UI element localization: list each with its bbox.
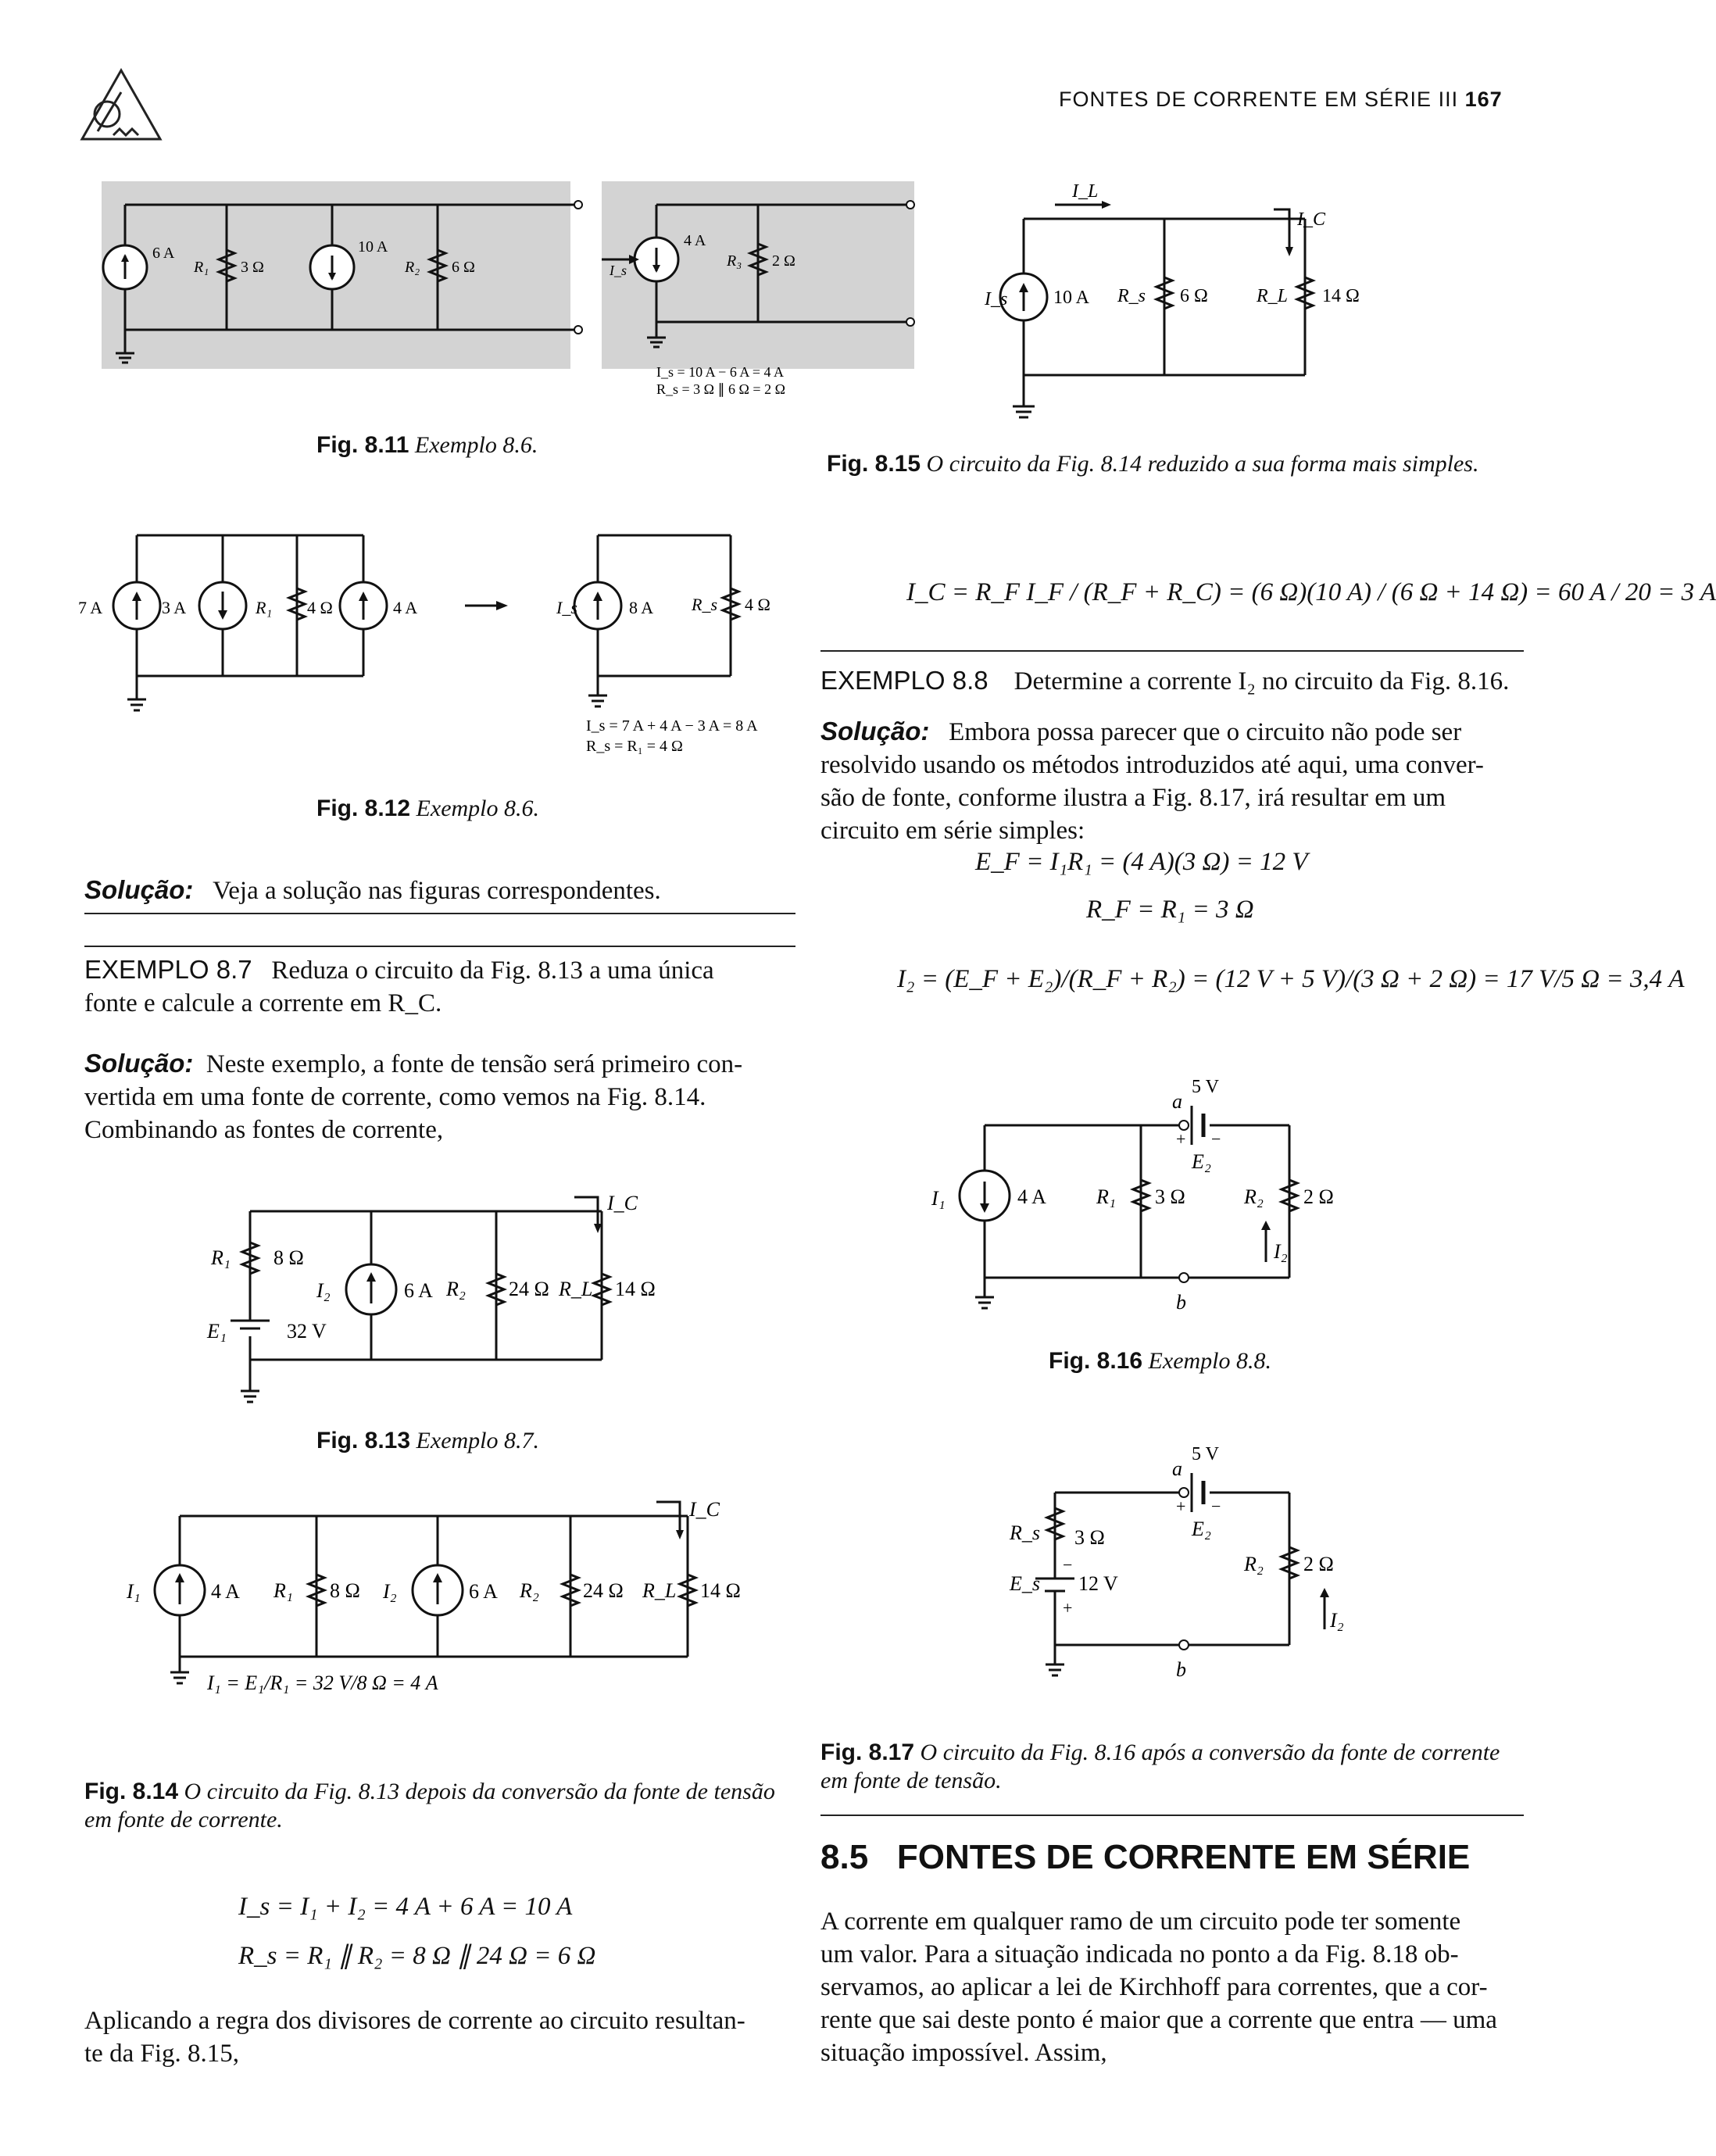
equation-rs: R_s = R₁ ∥ R₂ = 8 Ω ∥ 24 Ω = 6 Ω: [238, 1942, 596, 1970]
fig814-i1-val: 4 A: [211, 1580, 240, 1603]
fig-label: Fig. 8.13: [316, 1428, 411, 1453]
fig813-e1-val: 32 V: [287, 1320, 327, 1343]
fig812-note2: R_s = R₁ = 4 Ω: [586, 738, 683, 755]
fig813-ic: I_C: [607, 1192, 638, 1214]
fig812-src3: 4 A: [393, 598, 418, 617]
fig811-note2: R_s = 3 Ω ∥ 6 Ω = 2 Ω: [656, 381, 785, 397]
solution-text: Veja a solução nas figuras correspondentes.: [213, 877, 661, 905]
fig813-r1: R₁: [211, 1246, 231, 1269]
fig816-minus: −: [1211, 1129, 1221, 1149]
figure-8-17: [992, 1438, 1383, 1696]
solution-l3: são de fonte, conforme ilustra a Fig. 8.17, irá resultar em um: [820, 784, 1446, 812]
fig-caption: Exemplo 8.6.: [416, 796, 540, 821]
fig812-right-src-name: I_s: [556, 598, 577, 617]
divider: [84, 913, 795, 914]
fig812-right-r: R_s: [692, 595, 717, 614]
fig815-rl-val: 14 Ω: [1322, 286, 1360, 306]
fig812-r1-val: 4 Ω: [307, 598, 333, 617]
figure-8-11: [78, 181, 844, 408]
fig816-r1: R₁: [1096, 1185, 1116, 1208]
running-title: FONTES DE CORRENTE EM SÉRIE: [1059, 88, 1432, 111]
fig-8-17-caption: [820, 1739, 1524, 1795]
fig-label: Fig. 8.15: [827, 451, 921, 477]
fig811-src2: 10 A: [358, 238, 388, 256]
fig-8-16-caption: [1049, 1348, 1271, 1375]
example-text: Determine a corrente I₂ no circuito da Fig. 8.16.: [1014, 667, 1510, 695]
fig-label: Fig. 8.16: [1049, 1348, 1143, 1374]
fig-caption: O circuito da Fig. 8.14 reduzido a sua forma mais simples.: [926, 451, 1479, 477]
fig-caption: O circuito da Fig. 8.16 após a conversão da fonte de corrente em fonte de tensão.: [820, 1739, 1500, 1793]
example-text-l1: Reduza o circuito da Fig. 8.13 a uma única: [271, 956, 714, 985]
section-paragraph: [820, 1905, 1524, 2069]
fig814-ic: I_C: [689, 1498, 720, 1521]
fig817-i2: I₂: [1330, 1609, 1344, 1632]
fig814-rl-val: 14 Ω: [700, 1579, 741, 1602]
fig816-e2: E₂: [1192, 1150, 1211, 1173]
fig-8-12-caption: [316, 796, 539, 822]
fig-caption: O circuito da Fig. 8.13 depois da conversão da fonte de tensão em fonte de corrente.: [84, 1779, 775, 1832]
fig816-plus: +: [1176, 1129, 1186, 1149]
fig817-e2-val: 5 V: [1192, 1444, 1219, 1464]
solution-l1: Neste exemplo, a fonte de tensão será primeiro con-: [206, 1050, 743, 1078]
fig817-node-a: a: [1172, 1457, 1182, 1480]
fig817-node-b: b: [1176, 1658, 1186, 1681]
divider: [820, 650, 1524, 652]
fig814-r2-val: 24 Ω: [583, 1579, 624, 1602]
fig815-is-val: 10 A: [1053, 288, 1090, 308]
solution-l3: Combinando as fontes de corrente,: [84, 1116, 444, 1144]
figure-8-16: [922, 1071, 1422, 1328]
fig814-r1: R₁: [273, 1579, 293, 1602]
section-l1: A corrente em qualquer ramo de um circuito pode ter somente: [820, 1908, 1461, 1936]
fig813-i2-val: 6 A: [404, 1279, 433, 1302]
fig815-rs: R_s: [1117, 286, 1146, 306]
fig811-r1-val: 3 Ω: [241, 259, 264, 276]
section-l2: um valor. Para a situação indicada no ponto a da Fig. 8.18 ob-: [820, 1940, 1459, 1968]
section-heading: [820, 1838, 1470, 1877]
equation-ef: E_F = I₁R₁ = (4 A)(3 Ω) = 12 V: [975, 848, 1308, 876]
fig816-node-b: b: [1176, 1291, 1186, 1314]
fig817-minus: −: [1211, 1496, 1221, 1516]
final-l2: te da Fig. 8.15,: [84, 2040, 239, 2068]
fig-label: Fig. 8.17: [820, 1739, 915, 1765]
example-8-7: [84, 953, 795, 1020]
equation-rf: R_F = R₁ = 3 Ω: [1086, 896, 1254, 924]
fig-8-11-caption: [316, 432, 538, 459]
fig814-r2: R₂: [520, 1579, 539, 1602]
fig811-r2-val: 6 Ω: [452, 259, 475, 276]
fig817-rs: R_s: [1010, 1521, 1040, 1544]
fig817-es-val: 12 V: [1078, 1572, 1118, 1595]
fig812-src2: 3 A: [162, 598, 187, 617]
fig817-es-plus: +: [1063, 1598, 1073, 1618]
fig814-note: I₁ = E₁/R₁ = 32 V/8 Ω = 4 A: [207, 1672, 438, 1694]
fig813-r2: R₂: [446, 1278, 466, 1300]
fig813-r1-val: 8 Ω: [273, 1246, 304, 1269]
fig-8-13-caption: [316, 1428, 539, 1454]
fig816-i2: I₂: [1274, 1240, 1288, 1263]
solution-l2: vertida em uma fonte de corrente, como vemos na Fig. 8.14.: [84, 1083, 706, 1111]
example-text-l2: fonte e calcule a corrente em R_C.: [84, 989, 442, 1017]
fig812-src1: 7 A: [78, 598, 103, 617]
fig-label: Fig. 8.12: [316, 796, 411, 821]
fig811-right-src-name: I_s: [610, 263, 627, 278]
fig815-il: I_L: [1072, 181, 1099, 202]
solution-l4: circuito em série simples:: [820, 817, 1085, 845]
fig813-i2: I₂: [316, 1279, 331, 1302]
fig811-r1: R₁: [194, 259, 209, 276]
publisher-logo: [74, 61, 168, 147]
fig811-note1: I_s = 10 A − 6 A = 4 A: [656, 364, 784, 380]
fig817-r2-val: 2 Ω: [1303, 1553, 1334, 1575]
solution-8-6: [84, 874, 661, 907]
page-number: 167: [1464, 88, 1503, 111]
solution-l2: resolvido usando os métodos introduzidos até aqui, uma conver-: [820, 751, 1484, 779]
example-title: EXEMPLO 8.7: [84, 955, 252, 984]
fig816-i1: I₁: [931, 1187, 946, 1210]
fig814-i2: I₂: [383, 1580, 397, 1603]
figure-8-13: [199, 1180, 699, 1414]
section-l4: rente que sai deste ponto é maior que a corrente que entra — uma: [820, 2006, 1497, 2034]
header-separator: III: [1438, 88, 1459, 111]
section-title: FONTES DE CORRENTE EM SÉRIE: [896, 1838, 1471, 1876]
fig816-r2-val: 2 Ω: [1303, 1185, 1334, 1208]
fig815-is: I_s: [985, 289, 1008, 309]
figure-8-12: [74, 520, 824, 754]
fig-caption: Exemplo 8.7.: [416, 1428, 540, 1453]
equation-is: I_s = I₁ + I₂ = 4 A + 6 A = 10 A: [238, 1893, 573, 1921]
fig817-e2: E₂: [1192, 1518, 1211, 1540]
fig816-i1-val: 4 A: [1017, 1185, 1046, 1208]
fig816-r2: R₂: [1244, 1185, 1264, 1208]
section-number: 8.5: [820, 1838, 869, 1876]
example-8-8: [820, 664, 1509, 698]
fig815-rl: R_L: [1257, 286, 1289, 306]
divider: [84, 946, 795, 947]
solution-l1: Embora possa parecer que o circuito não pode ser: [949, 718, 1462, 746]
fig-8-15-caption: [827, 451, 1478, 477]
section-l3: servamos, ao aplicar a lei de Kirchhoff para correntes, que a cor-: [820, 1973, 1488, 2001]
fig811-src1: 6 A: [152, 245, 175, 262]
solution-8-8: [820, 715, 1524, 847]
fig813-rl-val: 14 Ω: [615, 1278, 656, 1300]
fig-caption: Exemplo 8.8.: [1148, 1348, 1272, 1374]
solution-label: Solução:: [84, 875, 194, 904]
fig-label: Fig. 8.14: [84, 1779, 179, 1804]
equation-i2: I₂ = (E_F + E₂)/(R_F + R₂) = (12 V + 5 V)/(3 Ω + 2 Ω) = 17 V/5 Ω = 3,4 A: [897, 965, 1685, 993]
fig817-rs-val: 3 Ω: [1074, 1526, 1105, 1549]
final-paragraph: [84, 2004, 795, 2070]
fig-8-14-caption: [84, 1778, 788, 1834]
solution-8-7: [84, 1047, 795, 1146]
example-title: EXEMPLO 8.8: [820, 666, 988, 695]
fig811-r2: R₂: [405, 259, 420, 276]
solution-label: Solução:: [820, 717, 930, 745]
fig817-r2: R₂: [1244, 1553, 1264, 1575]
fig814-i1: I₁: [127, 1580, 141, 1603]
fig812-right-r-val: 4 Ω: [745, 595, 770, 614]
figure-8-14: [117, 1485, 758, 1719]
fig817-plus: +: [1176, 1496, 1186, 1516]
fig811-right-r: R₃: [727, 252, 742, 270]
running-header: [1059, 88, 1503, 112]
figure-8-15: [961, 172, 1399, 422]
solution-label: Solução:: [84, 1049, 194, 1078]
fig816-e2-val: 5 V: [1192, 1077, 1219, 1097]
equation-ic: I_C = R_F I_F / (R_F + R_C) = (6 Ω)(10 A) / (6 Ω + 14 Ω) = 60 A / 20 = 3 A: [906, 578, 1716, 606]
fig814-rl: R_L: [642, 1579, 677, 1602]
fig813-rl: R_L: [559, 1278, 593, 1300]
fig814-i2-val: 6 A: [469, 1580, 498, 1603]
fig812-r1: R₁: [256, 598, 273, 617]
final-l1: Aplicando a regra dos divisores de corrente ao circuito resultan-: [84, 2007, 745, 2035]
fig814-r1-val: 8 Ω: [330, 1579, 360, 1602]
fig815-rs-val: 6 Ω: [1180, 286, 1208, 306]
fig-caption: Exemplo 8.6.: [414, 432, 538, 458]
fig816-r1-val: 3 Ω: [1155, 1185, 1185, 1208]
fig815-ic: I_C: [1297, 209, 1325, 230]
fig-label: Fig. 8.11: [316, 432, 409, 458]
section-l5: situação impossível. Assim,: [820, 2039, 1107, 2067]
fig811-right-src: 4 A: [684, 232, 706, 249]
fig817-es: E_s: [1010, 1572, 1040, 1595]
fig813-r2-val: 24 Ω: [509, 1278, 549, 1300]
fig812-right-src: 8 A: [629, 598, 654, 617]
fig811-right-r-val: 2 Ω: [772, 252, 795, 270]
fig817-es-minus: −: [1063, 1555, 1073, 1575]
fig813-e1: E₁: [207, 1320, 227, 1343]
fig816-node-a: a: [1172, 1090, 1182, 1113]
fig812-note1: I_s = 7 A + 4 A − 3 A = 8 A: [586, 717, 758, 735]
divider: [820, 1815, 1524, 1816]
